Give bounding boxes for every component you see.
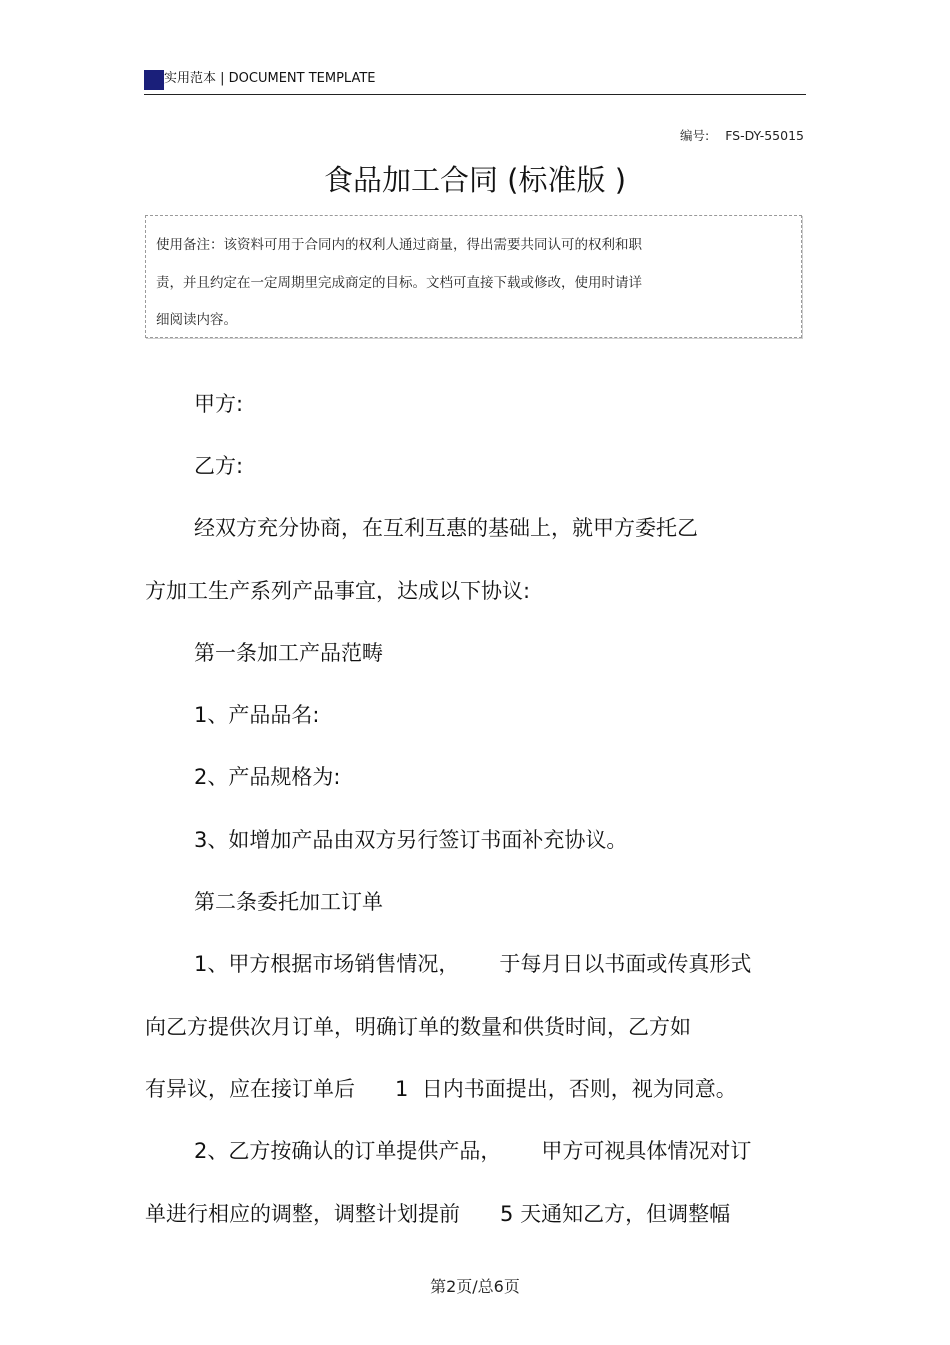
party-a-line: 甲方: bbox=[194, 392, 244, 416]
clause-line: 1、甲方根据市场销售情况， 于每月日以书面或传真形式 bbox=[194, 952, 752, 976]
page-indicator: 第2页/总6页 bbox=[430, 1277, 520, 1296]
clause-line: 2、产品规格为: bbox=[194, 765, 341, 789]
clause-line: 3、如增加产品由双方另行签订书面补充协议。 bbox=[194, 828, 628, 852]
header-label: 实用范本 | DOCUMENT TEMPLATE bbox=[164, 71, 376, 86]
header-logo-square bbox=[144, 70, 164, 90]
body-paragraph-line: 方加工生产系列产品事宜，达成以下协议: bbox=[145, 579, 531, 603]
usage-note-line: 责，并且约定在一定周期里完成商定的目标。文档可直接下载或修改，使用时请详 bbox=[156, 274, 642, 291]
clause-line: 向乙方提供次月订单，明确订单的数量和供货时间，乙方如 bbox=[145, 1015, 691, 1039]
document-number bbox=[680, 126, 804, 144]
clause-line: 2、乙方按确认的订单提供产品， 甲方可视具体情况对订 bbox=[194, 1139, 752, 1163]
usage-note-line: 使用备注：该资料可用于合同内的权利人通过商量，得出需要共同认可的权利和职 bbox=[156, 237, 642, 253]
clause-line: 单进行相应的调整，调整计划提前 5 天通知乙方，但调整幅 bbox=[145, 1202, 731, 1226]
body-paragraph-line: 经双方充分协商，在互利互惠的基础上，就甲方委托乙 bbox=[194, 516, 698, 540]
usage-note-box bbox=[145, 215, 802, 338]
party-b-line: 乙方: bbox=[194, 454, 244, 478]
document-number-label: 编号: bbox=[679, 128, 710, 143]
article-heading: 第二条委托加工订单 bbox=[194, 890, 383, 914]
clause-line: 有异议，应在接订单后 1 日内书面提出，否则，视为同意。 bbox=[145, 1077, 737, 1101]
usage-note-line: 细阅读内容。 bbox=[156, 312, 237, 328]
document-title: 食品加工合同 (标准版 ) bbox=[323, 163, 627, 197]
document-number-value: FS-DY-55015 bbox=[725, 128, 804, 143]
document-header bbox=[144, 68, 806, 95]
article-heading: 第一条加工产品范畴 bbox=[194, 641, 383, 665]
clause-line: 1、产品品名: bbox=[194, 703, 320, 727]
